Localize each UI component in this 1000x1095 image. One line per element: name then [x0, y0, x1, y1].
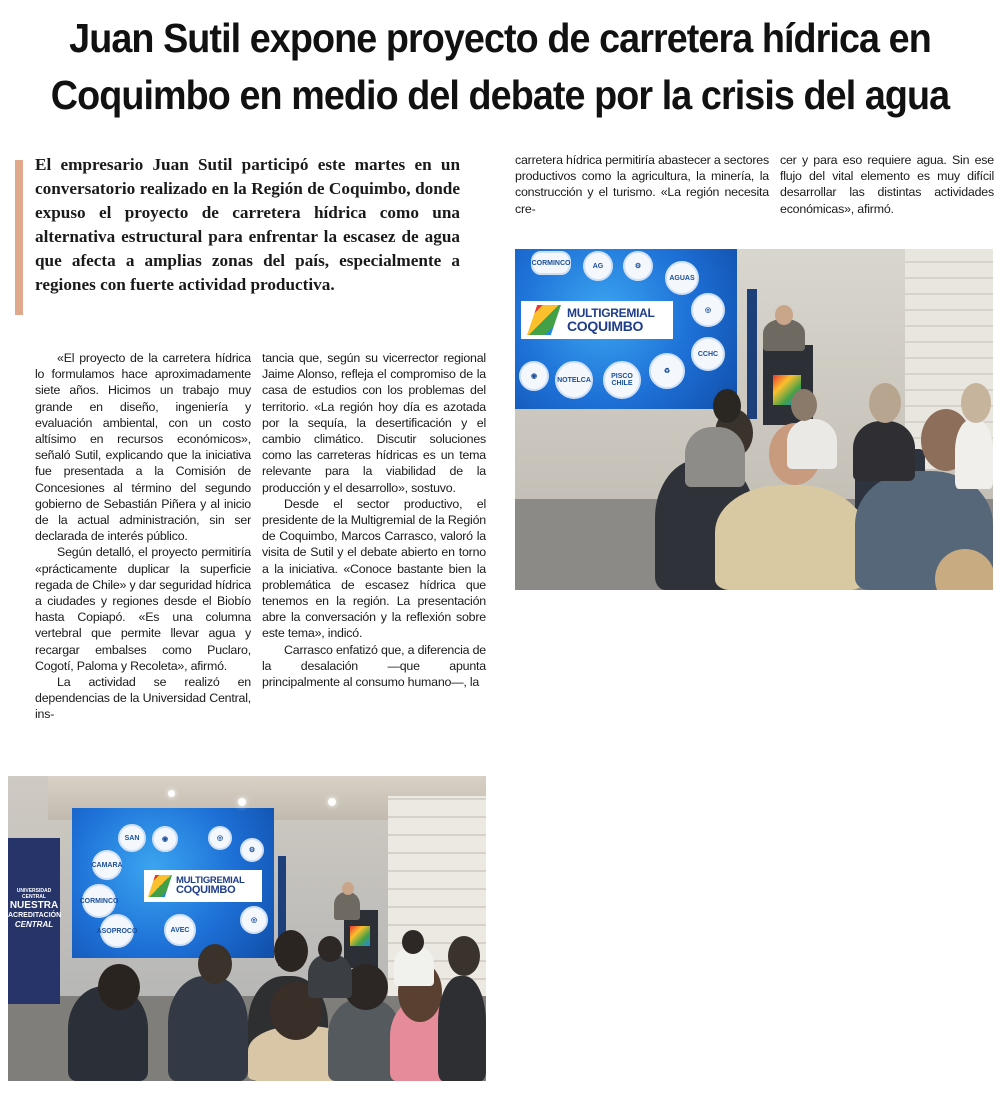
audience-member — [438, 976, 486, 1081]
multigremial-logo-icon — [527, 305, 561, 335]
event-photo-auditorium — [8, 776, 486, 1081]
banner-text-line-1: MULTIGREMIAL — [176, 874, 245, 886]
body-paragraph: Según detalló, el proyecto permitiría «prácticamente duplicar la superficie regada de Chile» y dar seguridad hídrica a ciudades y regiones desde el Biobío hasta Copiapó. «Es una columna vertebral que permite llevar agua y recargar embalses como Puclaro, Cogotí, Paloma y Recoleta», afirmó. — [35, 545, 251, 673]
audience-member — [715, 485, 865, 590]
headline-line-2: Coquimbo en medio del debate por la crisis del agua — [50, 72, 950, 118]
body-paragraph: «El proyecto de la carretera hídrica lo formulamos hace aproximadamente siete años. Hicimos un trabajo muy grande en diseño, ingeniería y evaluación ambiental, con un costo altísimo en recursos económicos», señaló Sutil, explicando que la iniciativa fue presentada a la Comisión de Concesiones al término del segundo gobierno de Sebastián Piñera y al inicio de la actual administración, sin ser declarada de interés público. — [35, 351, 251, 544]
lead-paragraph: El empresario Juan Sutil participó este martes en un conversatorio realizado en la Región de Coquimbo, donde expuso el proyecto de carretera hídrica como una alternativa estructural para enfrentar la escasez de agua que afecta a amplias zonas del país, especialmente a regiones con fuerte actividad productiva. — [35, 155, 460, 294]
sign-text-line: CENTRAL — [14, 920, 54, 929]
body-paragraph: Desde el sector productivo, el presidente de la Multigremial de la Región de Coquimbo, Marcos Carrasco, valoró la visita de Sutil y el debate abierto en torno a la iniciativa. «Conoce bastante bien la problemática de escasez hídrica que tenemos en la región. La presentación abre la conversación y la reflexión sobre este tema», indicó. — [262, 496, 486, 641]
sponsor-logo: ◎ — [208, 826, 232, 850]
sponsor-logo: CCHC — [691, 337, 725, 371]
banner-text-line-1: MULTIGREMIAL — [567, 306, 655, 320]
banner-text-line-2: COQUIMBO — [176, 884, 236, 897]
body-paragraph: La actividad se realizó en dependencias de la Universidad Central, ins- — [35, 675, 251, 722]
headline-line-1: Juan Sutil expone proyecto de carretera hídrica en — [69, 15, 931, 61]
sponsor-logo: CORMINCO — [82, 884, 116, 918]
lead-accent-bar — [15, 160, 23, 315]
body-column-3 — [515, 152, 769, 217]
body-paragraph: Carrasco enfatizó que, a diferencia de la desalación —que apunta principalmente al consumo humano—, la — [262, 642, 486, 690]
multigremial-logo-icon — [148, 875, 172, 897]
body-paragraph: cer y para eso requiere agua. Sin ese flujo del vital elemento es muy difícil desarrollar las distintas actividades económicas», afirmó. — [780, 153, 994, 216]
sponsor-logo: CORMINCO — [531, 251, 571, 275]
sign-text-line: ACREDITACIÓN — [8, 912, 62, 919]
sponsor-logo: NOTELCA — [555, 361, 593, 399]
sponsor-logo: ◎ — [691, 293, 725, 327]
audience-member — [168, 976, 248, 1081]
sponsor-logo: ◉ — [519, 361, 549, 391]
body-column-2 — [262, 350, 486, 690]
body-column-4 — [780, 152, 994, 217]
sponsor-logo: ⚙ — [623, 251, 653, 281]
body-paragraph: carretera hídrica permitiría abastecer a sectores productivos como la agricultura, la minería, la construcción y el turismo. «La región necesita cre- — [515, 153, 769, 216]
sponsor-logo: AG — [583, 251, 613, 281]
sign-text-line: UNIVERSIDAD CENTRAL — [16, 888, 52, 900]
sign-text-line: NUESTRA — [9, 900, 59, 911]
sponsor-logo: CAMARA — [92, 850, 122, 880]
multigremial-banner — [521, 301, 673, 339]
body-paragraph: tancia que, según su vicerrector regional Jaime Alonso, refleja el compromiso de la casa de estudios con los problemas del territorio. «La región hoy día es azotada por la sequía, la desertificación y el cambio climático. Discutir soluciones como las carreteras hídricas es un tema relevante para la viabilidad de la producción y el desarrollo», sostuvo. — [262, 351, 486, 495]
sponsor-logo: ⚙ — [240, 838, 264, 862]
multigremial-banner — [144, 870, 262, 902]
sponsor-logo: AVEC — [164, 914, 196, 946]
sponsor-logo: ◎ — [240, 906, 268, 934]
body-column-1 — [35, 350, 251, 723]
university-rollup-sign — [8, 838, 60, 1004]
sponsor-logo: ASOPROCO — [100, 914, 134, 948]
sponsor-logo: ♻ — [649, 353, 685, 389]
event-photo-speaker — [515, 249, 993, 590]
sponsor-logo: AGUAS — [665, 261, 699, 295]
banner-text-line-2: COQUIMBO — [567, 318, 644, 334]
sponsor-logo: ◉ — [152, 826, 178, 852]
sponsor-logo: SAN — [118, 824, 146, 852]
sponsor-logo: PISCO CHILE — [603, 361, 641, 399]
headline — [40, 10, 960, 124]
